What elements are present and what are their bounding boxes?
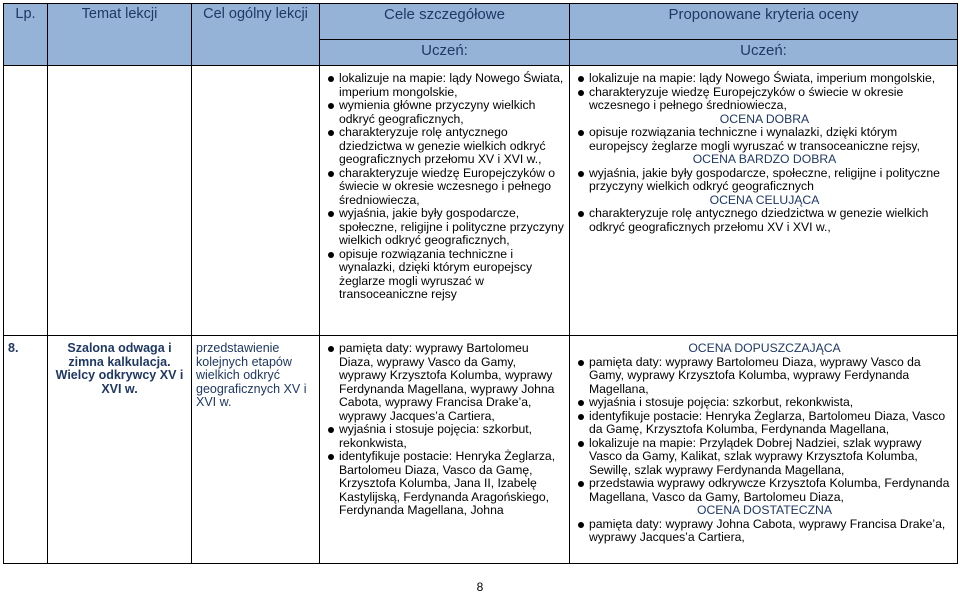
list-item: opisuje rozwiązania techniczne i wynalazki, dzięki którym europejscy żeglarze mogli wyruszać w transoceaniczne rejsy, [576, 126, 953, 153]
list-item: przedstawia wyprawy odkrywcze Krzysztofa Kolumba, Ferdynanda Magellana, Vasco da Gamy, Bartolomeu Diaza, [576, 477, 953, 504]
header-student-goals: Uczeń: [320, 40, 570, 66]
header-criteria: Proponowane kryteria oceny [570, 4, 958, 40]
list-item: pamięta daty: wyprawy Johna Cabota, wyprawy Francisa Drake’a, wyprawy Jacques’a Cartiera, [576, 518, 953, 545]
list-item: wyjaśnia, jakie były gospodarcze, społeczne, religijne i polityczne przyczyny wielkich odkryć geograficznych, [326, 207, 565, 248]
list-item: wymienia główne przyczyny wielkich odkryć geograficznych, [326, 99, 565, 126]
goals-list-8 [326, 342, 565, 518]
list-item: charakteryzuje wiedzę Europejczyków o świecie w okresie wczesnego i pełnego średniowiecza, [326, 167, 565, 208]
list-item: identyfikuje postacie: Henryka Żeglarza, Bartolomeu Diaza, Vasco da Gamę, Krzysztofa Kolumba, Jana II, Izabelę Kastylijską, Ferdynanda Aragońskiego, Ferdynanda Magellana, Johna [326, 450, 565, 518]
table-row-8 [4, 336, 958, 564]
cell-empty-lp [4, 66, 48, 336]
list-item: pamięta daty: wyprawy Bartolomeu Diaza, wyprawy Vasco da Gamy, wyprawy Krzysztofa Kolumba, wyprawy Ferdynanda Magellana, [576, 356, 953, 397]
header-student-criteria: Uczeń: [570, 40, 958, 66]
list-item: pamięta daty: wyprawy Bartolomeu Diaza, wyprawy Vasco da Gamy, wyprawy Krzysztofa Kolumba, wyprawy Ferdynanda Magellana, wyprawy Johna Cabota, wyprawy Francisa Drake’a, wyprawy Jacques’a Cartiera, [326, 342, 565, 423]
lesson-number: 8. [4, 336, 48, 564]
list-item: wyjaśnia, jakie były gospodarcze, społeczne, religijne i polityczne przyczyny wielkich odkryć geograficznych [576, 167, 953, 194]
header-general-goal: Cel ogólny lekcji [192, 4, 320, 66]
page-number: 8 [476, 580, 484, 594]
header-detailed-goals: Cele szczegółowe [320, 4, 570, 40]
list-item: wyjaśnia i stosuje pojęcia: szkorbut, rekonkwista, [326, 423, 565, 450]
criteria-list-top [576, 72, 953, 113]
grade-label: OCENA DOSTATECZNA [697, 503, 832, 517]
list-item: lokalizuje na mapie: Przylądek Dobrej Nadziei, szlak wyprawy Vasco da Gamy, Kalikat, szlak wyprawy Krzysztofa Kolumba, Sewillę, szlak wyprawy Ferdynanda Magellana, [576, 437, 953, 478]
lesson-general-goal: przedstawienie kolejnych etapów wielkich odkryć geograficznych XV i XVI w. [192, 336, 320, 564]
lesson-plan-table [3, 3, 958, 564]
goals-list-top [326, 72, 565, 302]
list-item: opisuje rozwiązania techniczne i wynalazki, dzięki którym europejscy żeglarze mogli wyruszać w transoceaniczne rejsy [326, 248, 565, 302]
criteria-list-top-2 [576, 126, 953, 153]
list-item: identyfikuje postacie: Henryka Żeglarza, Bartolomeu Diaza, Vasco da Gamę, Krzysztofa Kolumba, Ferdynanda Magellana, [576, 410, 953, 437]
cell-criteria-top [570, 66, 958, 336]
grade-label: OCENA DOBRA [719, 111, 810, 126]
criteria-list-top-4 [576, 207, 953, 234]
list-item: charakteryzuje rolę antycznego dziedzictwa w genezie wielkich odkryć geograficznych przełomu XV i XVI w., [576, 207, 953, 234]
cell-empty-general [192, 66, 320, 336]
cell-goals-8 [320, 336, 570, 564]
grade-label: OCENA CELUJĄCA [709, 192, 820, 207]
cell-goals-top [320, 66, 570, 336]
criteria-list-8-2 [576, 518, 953, 545]
list-item: lokalizuje na mapie: lądy Nowego Świata, imperium mongolskie, [326, 72, 565, 99]
list-item: wyjaśnia i stosuje pojęcia: szkorbut, rekonkwista, [576, 396, 953, 410]
criteria-list-top-3 [576, 167, 953, 194]
table-row-top [4, 66, 958, 336]
grade-label: OCENA BARDZO DOBRA [692, 152, 837, 166]
criteria-list-8 [576, 356, 953, 505]
header-lp: Lp. [4, 4, 48, 66]
list-item: lokalizuje na mapie: lądy Nowego Świata, imperium mongolskie, [576, 72, 953, 86]
cell-criteria-8 [570, 336, 958, 564]
header-topic: Temat lekcji [48, 4, 192, 66]
lesson-topic: Szalona odwaga i zimna kalkulacja. Wielcy odkrywcy XV i XVI w. [48, 336, 192, 564]
list-item: charakteryzuje wiedzę Europejczyków o świecie w okresie wczesnego i pełnego średniowiecza, [576, 86, 953, 113]
grade-label: OCENA DOPUSZCZAJĄCA [688, 341, 841, 355]
cell-empty-topic [48, 66, 192, 336]
list-item: charakteryzuje rolę antycznego dziedzictwa w genezie wielkich odkryć geograficznych przełomu XV i XVI w., [326, 126, 565, 167]
